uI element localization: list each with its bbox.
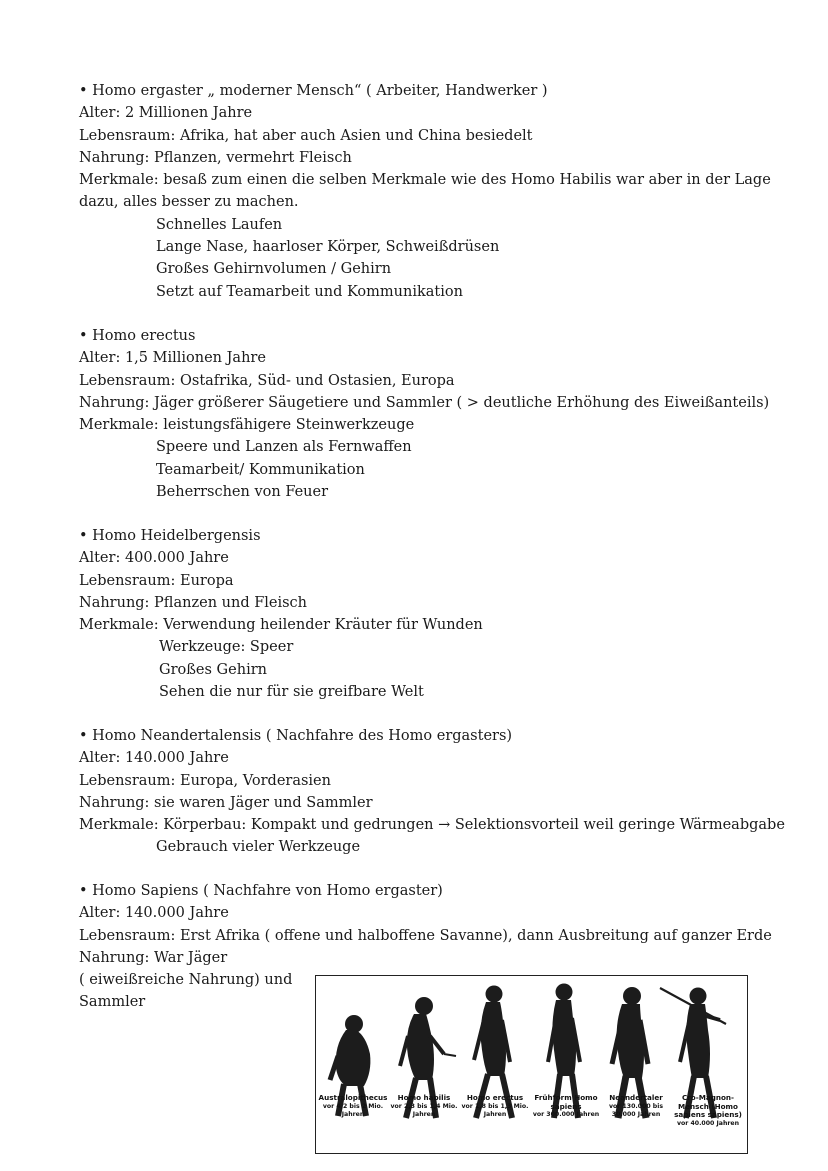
caption-name: Frühform Homo sapiens: [534, 1093, 598, 1111]
caption-period: vor 1,8 bis 1,3 Mio. Jahren: [461, 1102, 529, 1119]
text-line: Alter: 140.000 Jahre: [79, 750, 229, 767]
section-heading: • Homo Sapiens ( Nachfahre von Homo ergaster): [79, 883, 443, 899]
text-line: Merkmale: leistungsfähigere Steinwerkzeuge: [79, 417, 415, 434]
indented-line: Lange Nase, haarloser Körper, Schweißdrüsen: [156, 239, 500, 256]
text-line: Merkmale: Verwendung heilender Kräuter für Wunden: [79, 617, 483, 634]
text-line: Nahrung: War Jäger: [79, 949, 228, 966]
indented-line: Sehen die nur für sie greifbare Welt: [159, 684, 424, 701]
caption-cro-magnon: [670, 1094, 746, 1128]
indented-line: Beherrschen von Feuer: [156, 484, 329, 501]
indented-line: Großes Gehirn: [159, 661, 267, 678]
caption-name: Homo habilis: [397, 1093, 451, 1102]
text-line: Alter: 140.000 Jahre: [79, 905, 229, 922]
caption-period: vor 4,2 bis 2 Mio. Jahren: [322, 1102, 384, 1119]
indented-line: Setzt auf Teamarbeit und Kommunikation: [156, 283, 463, 300]
text-line: Nahrung: Jäger größerer Säugetiere und Sammler ( > deutliche Erhöhung des Eiweißanteils): [79, 394, 770, 411]
text-line: dazu, alles besser zu machen.: [79, 194, 299, 211]
caption-early-homo-sapiens: [530, 1094, 602, 1120]
text-line: Nahrung: Pflanzen, vermehrt Fleisch: [79, 149, 352, 166]
caption-neanderthal: [600, 1094, 672, 1120]
indented-line: Großes Gehirnvolumen / Gehirn: [156, 261, 392, 278]
indented-line: Schnelles Laufen: [156, 216, 283, 233]
text-line: Lebensraum: Ostafrika, Süd- und Ostasien, Europa: [79, 372, 455, 389]
text-line: Merkmale: besaß zum einen die selben Merkmale wie des Homo Habilis war aber in der Lage: [79, 172, 771, 189]
section-heading: • Homo erectus: [79, 328, 196, 344]
text-line: Nahrung: Pflanzen und Fleisch: [79, 594, 308, 611]
text-line: Lebensraum: Erst Afrika ( offene und halboffene Savanne), dann Ausbreitung auf ganzer Erde: [79, 927, 772, 944]
indented-line: Werkzeuge: Speer: [159, 639, 294, 656]
text-line: ( eiweißreiche Nahrung) und: [79, 972, 293, 989]
text-line: Lebensraum: Europa, Vorderasien: [79, 772, 331, 789]
caption-name: Australopithecus: [318, 1093, 388, 1102]
text-line: Sammler: [79, 994, 146, 1011]
text-line: Alter: 400.000 Jahre: [79, 550, 229, 567]
section-heading: • Homo Neandertalensis ( Nachfahre des Homo ergasters): [79, 728, 513, 744]
caption-name: Neandertaler: [609, 1093, 663, 1102]
section-homo-erectus: [79, 325, 779, 503]
caption-homo-habilis: [388, 1094, 460, 1120]
section-homo-ergaster: [79, 80, 779, 303]
text-line: Lebensraum: Afrika, hat aber auch Asien und China besiedelt: [79, 127, 533, 144]
section-homo-heidelbergensis: [79, 525, 779, 703]
indented-line: Teamarbeit/ Kommunikation: [156, 461, 365, 478]
indented-line: Speere und Lanzen als Fernwaffen: [156, 439, 412, 456]
caption-name: Homo erectus: [466, 1093, 524, 1102]
caption-period: vor 130.000 bis 30.000 Jahren: [608, 1102, 664, 1119]
text-line: Alter: 2 Millionen Jahre: [79, 105, 253, 122]
caption-name: Cro-Magnon-Mensch (Homo sapiens sapiens): [674, 1093, 742, 1120]
caption-homo-erectus: [459, 1094, 531, 1120]
section-heading: • Homo ergaster „ moderner Mensch“ ( Arbeiter, Handwerker ): [79, 83, 548, 99]
text-line: Nahrung: sie waren Jäger und Sammler: [79, 794, 373, 811]
caption-period: vor 40.000 Jahren: [676, 1119, 740, 1127]
text-line: Alter: 1,5 Millionen Jahre: [79, 350, 266, 367]
caption-period: vor 300.000 Jahren: [532, 1111, 600, 1119]
text-line: Merkmale: Körperbau: Kompakt und gedrungen → Selektionsvorteil weil geringe Wärmeabgabe: [79, 817, 785, 834]
indented-line: Gebrauch vieler Werkzeuge: [156, 839, 361, 856]
caption-period: vor 2,3 bis 1,4 Mio. Jahren: [390, 1102, 458, 1119]
section-heading: • Homo Heidelbergensis: [79, 528, 261, 544]
caption-australopithecus: [317, 1094, 389, 1120]
section-homo-neandertalensis: [79, 725, 785, 859]
text-line: Lebensraum: Europa: [79, 572, 234, 589]
evolution-illustration: [315, 975, 748, 1154]
